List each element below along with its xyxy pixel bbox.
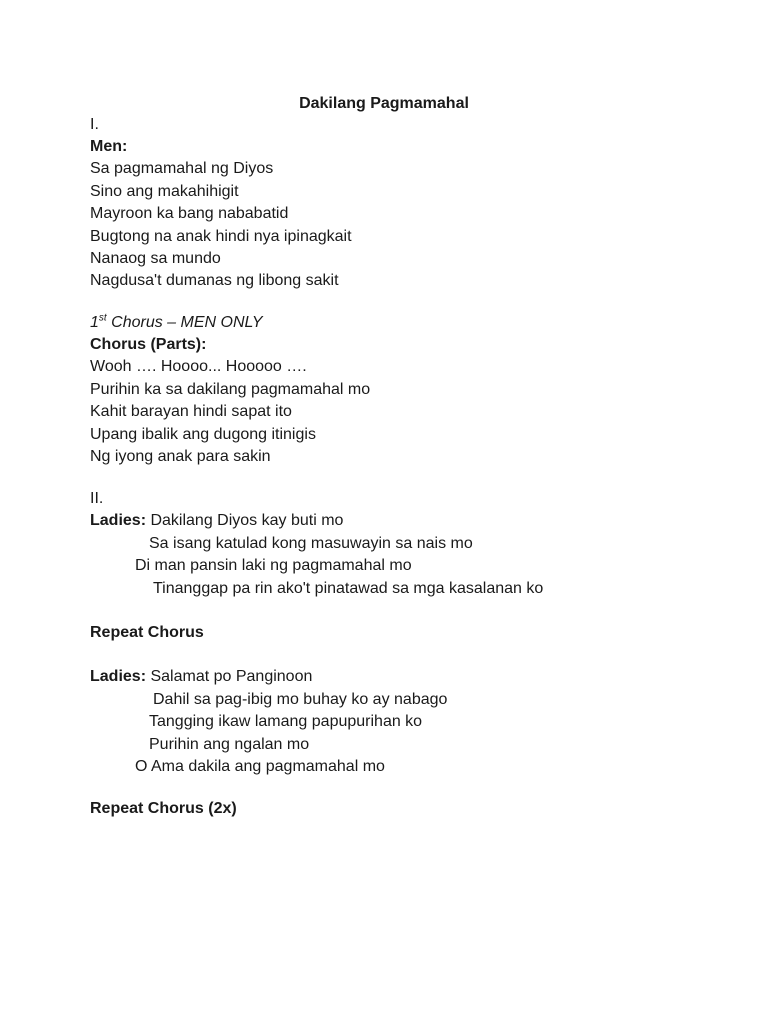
part-label-men: Men: xyxy=(90,138,128,155)
part-label-ladies: Ladies: xyxy=(90,512,147,529)
chorus-note-ordinal: st xyxy=(98,312,107,324)
lyric-line: Bugtong na anak hindi nya ipinagkait xyxy=(90,228,352,245)
lyric-line: Nagdusa't dumanas ng libong sakit xyxy=(90,272,339,289)
lyric-line: Purihin ka sa dakilang pagmamahal mo xyxy=(90,381,371,398)
chorus-note-text: Chorus – MEN ONLY xyxy=(106,314,263,331)
lyric-line: Kahit barayan hindi sapat ito xyxy=(90,403,292,420)
lyric-line: Tinanggap pa rin ako't pinatawad sa mga kasalanan ko xyxy=(153,580,544,597)
lyric-line: Wooh …. Hoooo... Hooooo …. xyxy=(90,358,307,375)
part-label-ladies: Ladies: xyxy=(90,668,147,685)
lyric-line: Ng iyong anak para sakin xyxy=(90,448,271,465)
lyric-line: Upang ibalik ang dugong itinigis xyxy=(90,426,316,443)
lyric-line: Sa isang katulad kong masuwayin sa nais mo xyxy=(149,535,473,552)
ladies-line xyxy=(90,666,312,688)
chorus-label: Chorus (Parts): xyxy=(90,336,207,353)
lyric-line: O Ama dakila ang pagmamahal mo xyxy=(135,758,385,775)
ladies-line xyxy=(90,510,343,532)
chorus-note-number: 1 xyxy=(90,314,99,331)
lyric-text: Salamat po Panginoon xyxy=(146,668,313,685)
lyric-line: Purihin ang ngalan mo xyxy=(149,736,310,753)
lyric-line: Sino ang makahihigit xyxy=(90,183,239,200)
repeat-chorus-2x: Repeat Chorus (2x) xyxy=(90,800,237,817)
lyric-text: Dakilang Diyos kay buti mo xyxy=(146,512,344,529)
lyric-line: Tangging ikaw lamang papupurihan ko xyxy=(149,713,423,730)
lyric-line: Mayroon ka bang nababatid xyxy=(90,205,289,222)
lyric-line: Di man pansin laki ng pagmamahal mo xyxy=(135,557,412,574)
repeat-chorus: Repeat Chorus xyxy=(90,624,204,641)
section-numeral-1: I. xyxy=(90,116,99,133)
song-title: Dakilang Pagmamahal xyxy=(299,95,469,112)
lyric-line: Dahil sa pag-ibig mo buhay ko ay nabago xyxy=(153,691,448,708)
section-numeral-2: II. xyxy=(90,490,104,507)
lyric-line: Nanaog sa mundo xyxy=(90,250,221,267)
lyric-line: Sa pagmamahal ng Diyos xyxy=(90,160,274,177)
chorus-note xyxy=(90,312,263,334)
